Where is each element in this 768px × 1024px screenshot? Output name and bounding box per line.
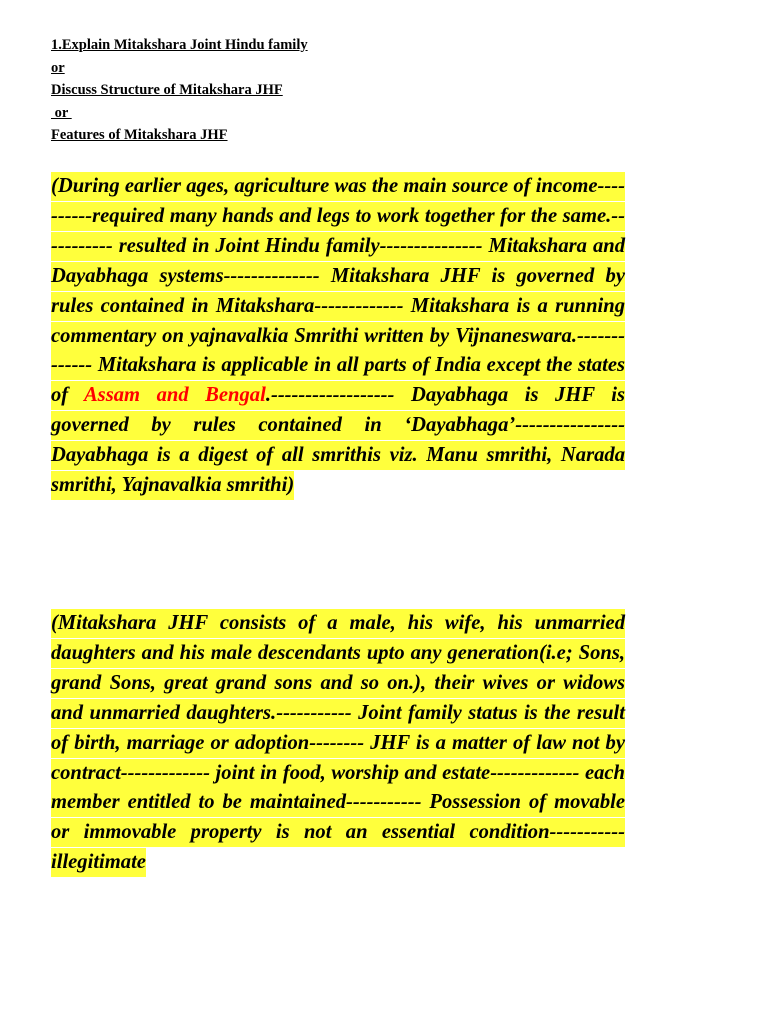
highlighted-text [51, 172, 625, 500]
red-emphasis-text: Assam and Bengal [83, 384, 266, 407]
paragraph-history-part1: (During earlier ages, agriculture was the main source of income----------required many hands and legs to work together for the same.----------- resulted in Joint Hindu family--------------- Mitakshara and Dayabhaga systems-------------- Mitakshara JHF is governed by rules contained in Mitakshara------------- Mitakshara is a running commentary on yajnavalkia Smrithi written by Vijnaneswara.------------- Mitakshara is applicable in all parts of India except the states of [51, 175, 625, 407]
heading-question-2: Discuss Structure of Mitakshara JHF [51, 82, 283, 98]
heading-question-3: Features of Mitakshara JHF [51, 127, 228, 143]
paragraph-structure [51, 609, 625, 878]
heading-or-1: or [51, 59, 65, 76]
question-headings [51, 34, 651, 147]
highlighted-text: (Mitakshara JHF consists of a male, his wife, his unmarried daughters and his male descendants upto any generation(i.e; Sons, grand Sons, great grand sons and so on.), their wives or widows and unmarried daughters.----------- Joint family status is the result of birth, marriage or adoption-------- JHF is a matter of law not by contract------------- joint in food, worship and estate------------- each member entitled to be maintained----------- Possession of movable or immovable property is not an essential condition----------- illegitimate [51, 609, 625, 877]
paragraph-history [51, 172, 625, 501]
heading-question-1: 1.Explain Mitakshara Joint Hindu family [51, 37, 308, 53]
paragraph-history-part2: .------------------ Dayabhaga is JHF is governed by rules contained in ‘Dayabhaga’---------------- Dayabhaga is a digest of all smrithis viz. Manu smrithi, Narada smrithi, Yajnavalkia smrithi) [51, 384, 625, 497]
heading-or-2: or [51, 104, 72, 121]
